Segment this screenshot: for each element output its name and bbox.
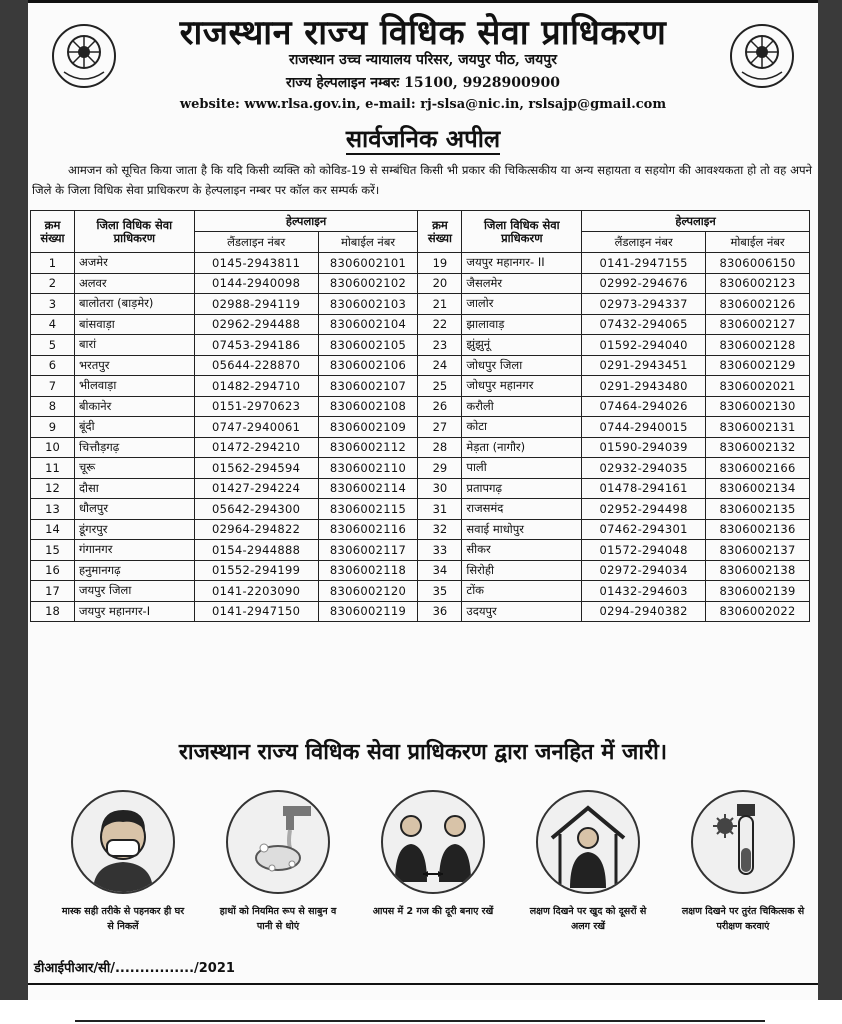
- landline-cell: 0291-2943480: [582, 376, 706, 397]
- district-cell: बारां: [74, 335, 194, 356]
- landline-cell: 02932-294035: [582, 458, 706, 479]
- sno-cell: 2: [31, 273, 75, 294]
- mobile-cell: 8306002115: [318, 499, 418, 520]
- advertisement-sheet: [28, 0, 818, 1000]
- advisory-caption: मास्क सही तरीके से पहनकर ही घर से निकलें: [61, 906, 185, 932]
- sno-cell: 33: [418, 540, 462, 561]
- mobile-cell: 8306002104: [318, 314, 418, 335]
- sno-cell: 8: [31, 396, 75, 417]
- table-row: [31, 314, 810, 335]
- district-cell: झालावाड़: [462, 314, 582, 335]
- district-cell: सीकर: [462, 540, 582, 561]
- mobile-cell: 8306002108: [318, 396, 418, 417]
- mobile-cell: 8306002138: [706, 560, 810, 581]
- sno-cell: 21: [418, 294, 462, 315]
- landline-cell: 0291-2943451: [582, 355, 706, 376]
- bottom-rule: [28, 983, 818, 985]
- district-cell: अजमेर: [74, 253, 194, 274]
- sno-cell: 26: [418, 396, 462, 417]
- mobile-cell: 8306002021: [706, 376, 810, 397]
- sno-header: क्रम संख्या: [418, 211, 462, 253]
- mobile-cell: 8306002137: [706, 540, 810, 561]
- mobile-cell: 8306002126: [706, 294, 810, 315]
- helpline-header: हेल्पलाइन: [194, 211, 418, 232]
- district-cell: बीकानेर: [74, 396, 194, 417]
- district-cell: सवाई माधोपुर: [462, 519, 582, 540]
- mobile-cell: 8306002120: [318, 581, 418, 602]
- mobile-cell: 8306002123: [706, 273, 810, 294]
- public-appeal-heading: [28, 122, 818, 155]
- district-cell: झुंझुनूं: [462, 335, 582, 356]
- mobile-cell: 8306002112: [318, 437, 418, 458]
- district-cell: उदयपुर: [462, 601, 582, 622]
- landline-cell: 0744-2940015: [582, 417, 706, 438]
- sno-cell: 18: [31, 601, 75, 622]
- table-row: [31, 560, 810, 581]
- advisory-icons: [28, 790, 818, 940]
- sno-cell: 10: [31, 437, 75, 458]
- mobile-cell: 8306002119: [318, 601, 418, 622]
- landline-cell: 0294-2940382: [582, 601, 706, 622]
- landline-cell: 02992-294676: [582, 273, 706, 294]
- landline-cell: 01478-294161: [582, 478, 706, 499]
- table-row: [31, 396, 810, 417]
- landline-cell: 0151-2970623: [194, 396, 318, 417]
- landline-cell: 05644-228870: [194, 355, 318, 376]
- sno-cell: 14: [31, 519, 75, 540]
- landline-header: लैंडलाइन नंबर: [194, 232, 318, 253]
- advisory-caption: हाथों को नियमित रूप से साबुन व पानी से धोएं: [219, 906, 337, 932]
- landline-cell: 02952-294498: [582, 499, 706, 520]
- sno-cell: 30: [418, 478, 462, 499]
- sno-cell: 16: [31, 560, 75, 581]
- table-row: [31, 355, 810, 376]
- district-cell: कोटा: [462, 417, 582, 438]
- sno-cell: 27: [418, 417, 462, 438]
- district-cell: अलवर: [74, 273, 194, 294]
- district-cell: प्रतापगढ़: [462, 478, 582, 499]
- sno-cell: 32: [418, 519, 462, 540]
- district-cell: जयपुर जिला: [74, 581, 194, 602]
- table-row: [31, 478, 810, 499]
- advisory-mask: [58, 790, 188, 934]
- district-cell: राजसमंद: [462, 499, 582, 520]
- table-row: [31, 253, 810, 274]
- strip-rule: [75, 1020, 765, 1022]
- advisory-distancing: [368, 790, 498, 919]
- table-row: [31, 294, 810, 315]
- district-cell: बालोतरा (बाड़मेर): [74, 294, 194, 315]
- landline-cell: 01427-294224: [194, 478, 318, 499]
- table-row: [31, 540, 810, 561]
- landline-cell: 02988-294119: [194, 294, 318, 315]
- sno-cell: 5: [31, 335, 75, 356]
- sno-cell: 34: [418, 560, 462, 581]
- sno-cell: 19: [418, 253, 462, 274]
- mobile-cell: 8306002022: [706, 601, 810, 622]
- district-cell: बूंदी: [74, 417, 194, 438]
- district-cell: भरतपुर: [74, 355, 194, 376]
- landline-cell: 02972-294034: [582, 560, 706, 581]
- mobile-cell: 8306002114: [318, 478, 418, 499]
- landline-cell: 02962-294488: [194, 314, 318, 335]
- handwash-icon: [228, 792, 328, 892]
- sno-cell: 11: [31, 458, 75, 479]
- test-icon: [693, 792, 793, 892]
- advisory-test: [678, 790, 808, 934]
- mobile-cell: 8306002103: [318, 294, 418, 315]
- sno-cell: 15: [31, 540, 75, 561]
- heading-text: सार्वजनिक अपील: [345, 124, 501, 153]
- district-cell: जैसलमेर: [462, 273, 582, 294]
- dipr-reference: डीआईपीआर/सी/................/2021: [34, 961, 235, 976]
- district-cell: बांसवाड़ा: [74, 314, 194, 335]
- mobile-cell: 8306002166: [706, 458, 810, 479]
- table-row: [31, 335, 810, 356]
- landline-cell: 01562-294594: [194, 458, 318, 479]
- advisory-handwash: [213, 790, 343, 934]
- mobile-cell: 8306002136: [706, 519, 810, 540]
- authority-title: राजस्थान राज्य विधिक सेवा प्राधिकरण: [179, 13, 667, 53]
- mobile-header: मोबाईल नंबर: [706, 232, 810, 253]
- mobile-cell: 8306002132: [706, 437, 810, 458]
- mobile-cell: 8306002105: [318, 335, 418, 356]
- distancing-icon: [383, 792, 483, 892]
- district-cell: दौसा: [74, 478, 194, 499]
- mobile-cell: 8306002107: [318, 376, 418, 397]
- issued-by-line: राजस्थान राज्य विधिक सेवा प्राधिकरण द्वारा जनहित में जारी।: [178, 739, 668, 765]
- isolation-icon: [538, 792, 638, 892]
- mobile-cell: 8306006150: [706, 253, 810, 274]
- sno-cell: 13: [31, 499, 75, 520]
- notice-paragraph: आमजन को सूचित किया जाता है कि यदि किसी व्यक्ति को कोविड-19 से सम्बंधित किसी भी प्रकार की चिकित्सकीय या अन्य सहायता व सहयोग की आवश्यकता हो तो वह अपने जिले के जिला विधिक सेवा प्राधिकरण के हेल्पलाइन नम्बर पर कॉल कर सम्पर्क करें।: [32, 163, 812, 197]
- landline-cell: 07432-294065: [582, 314, 706, 335]
- mobile-cell: 8306002139: [706, 581, 810, 602]
- landline-cell: 01482-294710: [194, 376, 318, 397]
- table-row: [31, 417, 810, 438]
- mobile-cell: 8306002118: [318, 560, 418, 581]
- landline-cell: 0141-2947150: [194, 601, 318, 622]
- district-header: जिला विधिक सेवा प्राधिकरण: [74, 211, 194, 253]
- top-rule: [28, 0, 818, 3]
- landline-cell: 07453-294186: [194, 335, 318, 356]
- advisory-caption: लक्षण दिखने पर खुद को दूसरों से अलग रखें: [529, 906, 647, 932]
- landline-cell: 05642-294300: [194, 499, 318, 520]
- state-helpline-line: राज्य हेल्पलाइन नम्बरः 15100, 9928900900: [286, 75, 560, 91]
- mobile-header: मोबाईल नंबर: [318, 232, 418, 253]
- mobile-cell: 8306002130: [706, 396, 810, 417]
- sno-cell: 36: [418, 601, 462, 622]
- sno-cell: 12: [31, 478, 75, 499]
- district-header: जिला विधिक सेवा प्राधिकरण: [462, 211, 582, 253]
- district-cell: जयपुर महानगर-I: [74, 601, 194, 622]
- page-bottom-strip: [0, 1000, 842, 1024]
- advisory-isolation: [523, 790, 653, 934]
- sno-cell: 22: [418, 314, 462, 335]
- sno-cell: 20: [418, 273, 462, 294]
- district-cell: जयपुर महानगर- II: [462, 253, 582, 274]
- sno-cell: 23: [418, 335, 462, 356]
- landline-cell: 01552-294199: [194, 560, 318, 581]
- district-cell: चित्तौड़गढ़: [74, 437, 194, 458]
- landline-cell: 07464-294026: [582, 396, 706, 417]
- sno-cell: 24: [418, 355, 462, 376]
- table-row: [31, 499, 810, 520]
- district-cell: जालोर: [462, 294, 582, 315]
- table-row: [31, 601, 810, 622]
- mobile-cell: 8306002129: [706, 355, 810, 376]
- helpline-table: [30, 210, 810, 622]
- landline-cell: 0154-2944888: [194, 540, 318, 561]
- sno-cell: 35: [418, 581, 462, 602]
- address-line: राजस्थान उच्च न्यायालय परिसर, जयपुर पीठ, जयपुर: [289, 52, 557, 68]
- mobile-cell: 8306002134: [706, 478, 810, 499]
- landline-cell: 01472-294210: [194, 437, 318, 458]
- sno-cell: 9: [31, 417, 75, 438]
- mobile-cell: 8306002110: [318, 458, 418, 479]
- landline-cell: 0141-2203090: [194, 581, 318, 602]
- landline-header: लैंडलाइन नंबर: [582, 232, 706, 253]
- landline-cell: 0145-2943811: [194, 253, 318, 274]
- mobile-cell: 8306002101: [318, 253, 418, 274]
- district-cell: पाली: [462, 458, 582, 479]
- landline-cell: 0144-2940098: [194, 273, 318, 294]
- mobile-cell: 8306002135: [706, 499, 810, 520]
- mobile-cell: 8306002106: [318, 355, 418, 376]
- district-cell: डूंगरपुर: [74, 519, 194, 540]
- table-row: [31, 581, 810, 602]
- sno-cell: 7: [31, 376, 75, 397]
- landline-cell: 01592-294040: [582, 335, 706, 356]
- landline-cell: 0141-2947155: [582, 253, 706, 274]
- district-cell: हनुमानगढ़: [74, 560, 194, 581]
- mobile-cell: 8306002109: [318, 417, 418, 438]
- table-row: [31, 273, 810, 294]
- district-cell: जोधपुर महानगर: [462, 376, 582, 397]
- table-row: [31, 519, 810, 540]
- district-cell: जोधपुर जिला: [462, 355, 582, 376]
- sno-cell: 29: [418, 458, 462, 479]
- table-row: [31, 376, 810, 397]
- sno-cell: 4: [31, 314, 75, 335]
- landline-cell: 01572-294048: [582, 540, 706, 561]
- sno-cell: 31: [418, 499, 462, 520]
- mobile-cell: 8306002127: [706, 314, 810, 335]
- district-cell: सिरोही: [462, 560, 582, 581]
- district-cell: टोंक: [462, 581, 582, 602]
- sno-cell: 25: [418, 376, 462, 397]
- landline-cell: 01590-294039: [582, 437, 706, 458]
- district-cell: मेड़ता (नागौर): [462, 437, 582, 458]
- contact-line: website: www.rlsa.gov.in, e-mail: rj-slsa@nic.in, rslsajp@gmail.com: [179, 97, 667, 112]
- sno-cell: 1: [31, 253, 75, 274]
- sno-cell: 3: [31, 294, 75, 315]
- helpline-header: हेल्पलाइन: [582, 211, 810, 232]
- district-cell: भीलवाड़ा: [74, 376, 194, 397]
- advisory-caption: आपस में 2 गज की दूरी बनाए रखें: [372, 906, 494, 917]
- mobile-cell: 8306002102: [318, 273, 418, 294]
- advisory-caption: लक्षण दिखने पर तुरंत चिकित्सक से परीक्षण करवाएं: [681, 906, 805, 932]
- district-cell: गंगानगर: [74, 540, 194, 561]
- landline-cell: 01432-294603: [582, 581, 706, 602]
- sno-header: क्रम संख्या: [31, 211, 75, 253]
- mask-icon: [73, 792, 173, 892]
- landline-cell: 02964-294822: [194, 519, 318, 540]
- landline-cell: 02973-294337: [582, 294, 706, 315]
- table-row: [31, 458, 810, 479]
- mobile-cell: 8306002128: [706, 335, 810, 356]
- mobile-cell: 8306002117: [318, 540, 418, 561]
- sno-cell: 17: [31, 581, 75, 602]
- table-row: [31, 437, 810, 458]
- district-cell: धौलपुर: [74, 499, 194, 520]
- sno-cell: 6: [31, 355, 75, 376]
- sno-cell: 28: [418, 437, 462, 458]
- district-cell: चूरू: [74, 458, 194, 479]
- mobile-cell: 8306002131: [706, 417, 810, 438]
- landline-cell: 07462-294301: [582, 519, 706, 540]
- district-cell: करौली: [462, 396, 582, 417]
- landline-cell: 0747-2940061: [194, 417, 318, 438]
- mobile-cell: 8306002116: [318, 519, 418, 540]
